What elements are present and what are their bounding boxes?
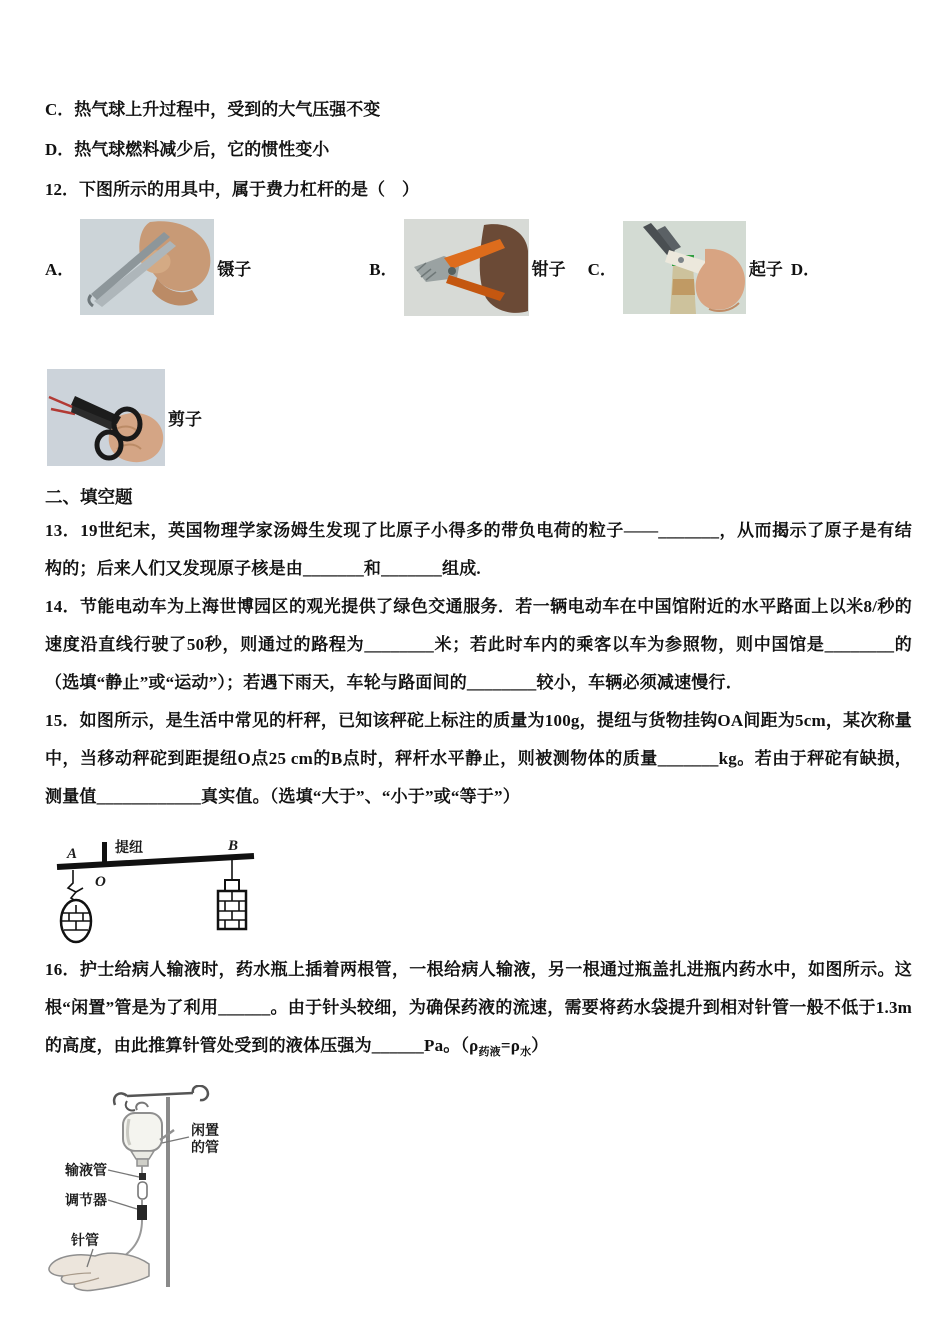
iv-label-needle: 针管 — [71, 1234, 99, 1249]
q12-option-d-label: D． — [790, 259, 821, 279]
tweezers-caption: 镊子 — [217, 259, 252, 279]
scissors-caption: 剪子 — [168, 409, 202, 429]
q12-option-d-row — [47, 368, 912, 466]
steelyard-label-o: O — [95, 874, 106, 890]
scissors-photo — [47, 369, 165, 466]
iv-label-idle-line2: 的管 — [191, 1141, 219, 1156]
q12-option-c-label: C． — [587, 259, 617, 279]
q12-option-b-label: B． — [369, 259, 398, 279]
opener-photo — [623, 221, 746, 314]
q11-option-c: C．热气球上升过程中，受到的大气压强不变 — [45, 100, 381, 119]
iv-label-infusion-tube: 输液管 — [65, 1164, 107, 1179]
tweezers-photo — [80, 219, 214, 315]
question-13-text: 13．19世纪末，英国物理学家汤姆生发现了比原子小得多的带负电荷的粒子——_______，从而揭示了原子是有结构的；后来人们又发现原子核是由_______和_______组成. — [45, 521, 912, 578]
iv-label-regulator: 调节器 — [65, 1194, 107, 1209]
q12-stem: 12．下图所示的用具中，属于费力杠杆的是（ ） — [45, 180, 419, 199]
iv-drip-diagram — [45, 1085, 245, 1293]
steelyard-diagram — [49, 822, 264, 947]
steelyard-label-tiniu: 提纽 — [115, 841, 143, 856]
q16-equals-rho: =ρ — [500, 1036, 521, 1055]
q16-sub-water: 水 — [520, 1046, 532, 1058]
steelyard-label-a: A — [67, 846, 78, 862]
q16-close-paren: ） — [531, 1036, 549, 1055]
q12-option-a-label: A． — [45, 259, 75, 279]
section-2-title: 二、填空题 — [45, 487, 133, 507]
opener-caption: 起子 — [748, 259, 783, 279]
q16-sub-medicine: 药液 — [478, 1046, 501, 1058]
steelyard-label-b: B — [228, 838, 239, 854]
question-16-text — [45, 951, 912, 1071]
q11-option-d: D．热气球燃料减少后，它的惯性变小 — [45, 140, 330, 159]
pliers-caption: 钳子 — [531, 259, 566, 279]
question-14-text: 14．节能电动车为上海世博园区的观光提供了绿色交通服务．若一辆电动车在中国馆附近的水平路面上以米8/秒的速度沿直线行驶了50秒，则通过的路程为________米；若此时车内的乘客以车为参照物，则中国馆是________的（选填“静止”或“运动”）；若遇下雨天，车轮与路面间的________较小，车辆必须减速慢行． — [45, 597, 912, 692]
iv-label-idle-line1: 闲置 — [191, 1124, 219, 1139]
question-15-text: 15．如图所示，是生活中常见的杆秤，已知该秤砣上标注的质量为100g，提纽与货物挂钩OA间距为5cm，某次称量中，当移动秤砣到距提纽O点25 cm的B点时，秤杆水平静止，则被测物体的质量_______kg。若由于秤砣有缺损，测量值____________真实值。（选填“大于”、“小于”或“等于”） — [45, 711, 912, 806]
q12-options-row — [45, 216, 912, 318]
q16-text-main: 16．护士给病人输液时，药水瓶上插着两根管，一根给病人输液，另一根通过瓶盖扎进瓶内药水中，如图所示。这根“闲置”管是为了利用______。由于针头较细，为确保药液的流速，需要将药水袋提升到相对针管一般不低于1.3m的高度，由此推算针管处受到的液体压强为______Pa。（ρ — [45, 960, 912, 1055]
pliers-photo — [404, 219, 529, 316]
